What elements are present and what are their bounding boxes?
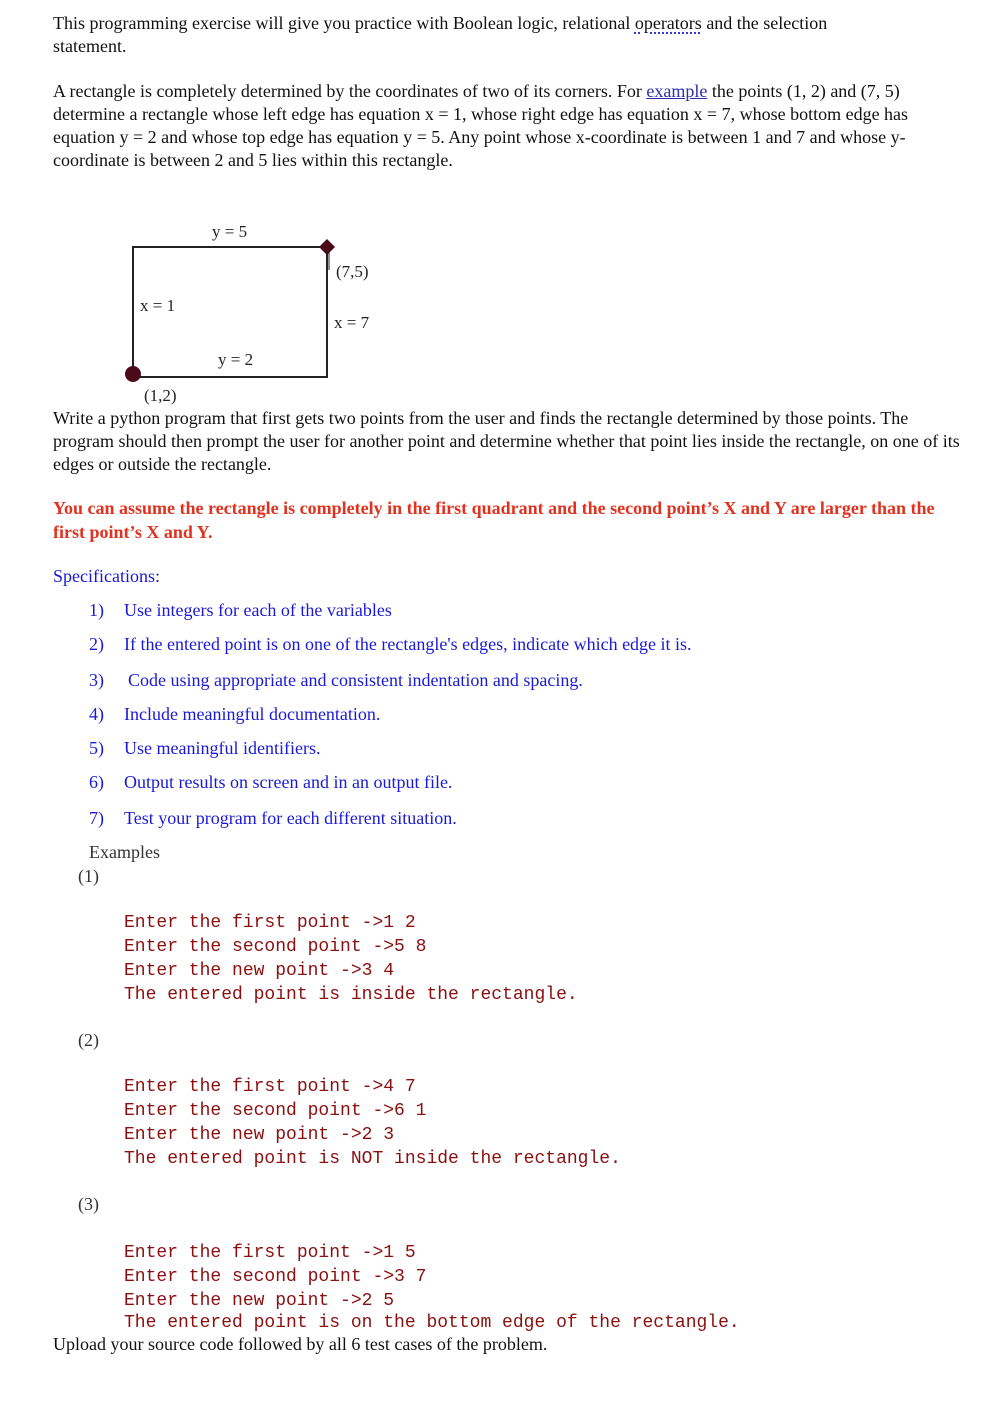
specifications-title: Specifications: bbox=[53, 566, 160, 586]
spec-item: Test your program for each different situation. bbox=[124, 808, 457, 828]
upper-corner-point bbox=[319, 239, 335, 255]
right-edge-label: x = 7 bbox=[334, 313, 370, 332]
spec-item: If the entered point is on one of the rectangle's edges, indicate which edge it is. bbox=[124, 634, 692, 654]
examples-title: Examples bbox=[89, 842, 160, 862]
spec-item: Use integers for each of the variables bbox=[124, 600, 392, 620]
spec-number: 1) bbox=[89, 600, 104, 620]
example-label: (3) bbox=[78, 1194, 99, 1214]
spec-number: 2) bbox=[89, 634, 104, 654]
bottom-edge-label: y = 2 bbox=[218, 350, 254, 369]
code-line: Enter the first point ->1 5 bbox=[124, 1243, 416, 1263]
intro-text: This programming exercise will give you practice with Boolean logic, relational bbox=[53, 13, 635, 33]
example-label: (1) bbox=[78, 866, 99, 886]
spec-item: Output results on screen and in an output file. bbox=[124, 772, 453, 792]
code-line: Enter the second point ->5 8 bbox=[124, 937, 427, 957]
example-result: The entered point is on the bottom edge of the rectangle. bbox=[124, 1313, 740, 1333]
rectangle-paragraph bbox=[53, 80, 968, 172]
intro-text-line2: statement. bbox=[53, 36, 127, 56]
spec-number: 5) bbox=[89, 738, 104, 758]
code-line: Enter the new point ->2 5 bbox=[124, 1291, 395, 1311]
rectangle-text-end: the points (1, 2) and (7, 5) determine a rectangle whose left edge has equation x = 1, whose right edge has equation x = 7, whose bottom edge has equation y = 2 and whose top edge has equation y = 5. Any point whose x-coordinate is between 1 and 7 and whose y-coordinate is between 2 and 5 lies within this rectangle. bbox=[53, 81, 909, 170]
left-edge-label: x = 1 bbox=[140, 296, 176, 315]
example-code-block bbox=[124, 1051, 426, 1147]
intro-text-end: and the selection bbox=[701, 13, 828, 33]
example-result: The entered point is NOT inside the rectangle. bbox=[124, 1149, 621, 1169]
example-link[interactable]: example bbox=[646, 81, 708, 101]
top-edge-label: y = 5 bbox=[212, 222, 248, 241]
example-label: (2) bbox=[78, 1030, 99, 1050]
operators-link[interactable]: operators bbox=[634, 13, 702, 33]
assumption-note: You can assume the rectangle is completely in the first quadrant and the second point’s X and Y are larger than the first point’s X and Y. bbox=[53, 498, 935, 542]
spec-number: 3) bbox=[89, 670, 104, 690]
spec-number: 6) bbox=[89, 772, 104, 792]
example-code-block bbox=[124, 887, 426, 983]
spec-item: Use meaningful identifiers. bbox=[124, 738, 321, 758]
code-line: Enter the new point ->3 4 bbox=[124, 961, 395, 981]
lower-point-label: (1,2) bbox=[144, 386, 177, 405]
spec-number: 7) bbox=[89, 808, 104, 828]
example-code-block bbox=[124, 1217, 426, 1313]
spec-item: Code using appropriate and consistent indentation and spacing. bbox=[128, 670, 583, 690]
spec-number: 4) bbox=[89, 704, 104, 724]
example-result: The entered point is inside the rectangle. bbox=[124, 985, 578, 1005]
spec-item: Include meaningful documentation. bbox=[124, 704, 381, 724]
code-line: Enter the new point ->2 3 bbox=[124, 1125, 395, 1145]
code-line: Enter the second point ->3 7 bbox=[124, 1267, 427, 1287]
task-paragraph: Write a python program that first gets two points from the user and finds the rectangle determined by those points. The program should then prompt the user for another point and determine whether that point lies inside the rectangle, on one of its edges or outside the rectangle. bbox=[53, 408, 960, 474]
upper-point-label: (7,5) bbox=[336, 262, 369, 281]
rectangle-diagram bbox=[100, 210, 420, 410]
rectangle-text-start: A rectangle is completely determined by the coordinates of two of its corners. For bbox=[53, 81, 647, 101]
code-line: Enter the first point ->4 7 bbox=[124, 1077, 416, 1097]
intro-paragraph bbox=[53, 12, 968, 58]
lower-corner-point bbox=[125, 366, 141, 382]
code-line: Enter the first point ->1 2 bbox=[124, 913, 416, 933]
code-line: Enter the second point ->6 1 bbox=[124, 1101, 427, 1121]
upload-instruction: Upload your source code followed by all 6 test cases of the problem. bbox=[53, 1334, 548, 1354]
